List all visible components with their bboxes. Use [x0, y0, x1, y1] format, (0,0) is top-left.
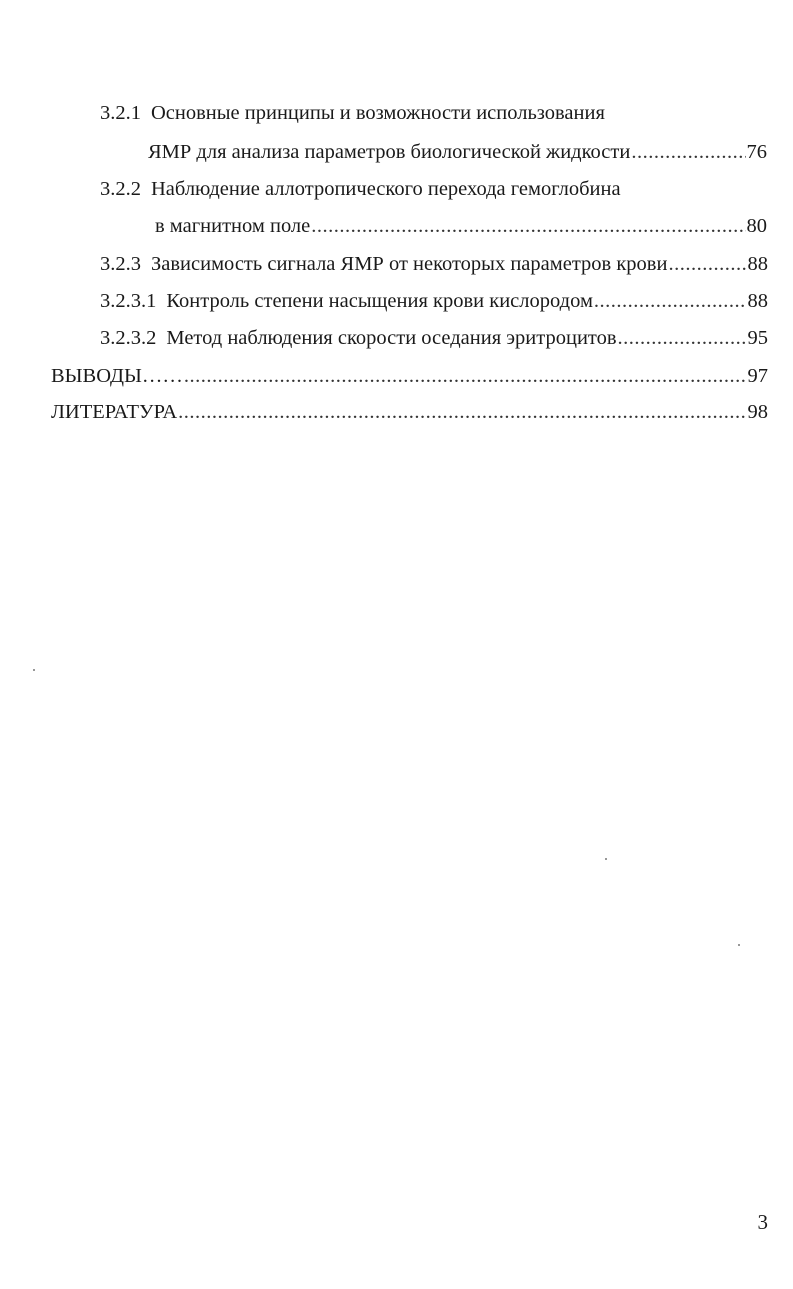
toc-entry-3-2-1-line1 [100, 101, 605, 125]
toc-entry-3-2-3-2 [100, 326, 768, 350]
dot-leader [311, 214, 745, 238]
toc-entry-title: Наблюдение аллотропического перехода гемоглобина [151, 178, 621, 200]
scan-speck [33, 669, 35, 671]
toc-entry-references [51, 400, 768, 424]
toc-entry-3-2-3 [100, 252, 768, 276]
toc-entry-title-continued: в магнитном поле [155, 215, 311, 237]
toc-entry-page: 88 [747, 253, 768, 275]
toc-entry-title: Метод наблюдения скорости оседания эритроцитов [166, 327, 617, 349]
toc-entry-number: 3.2.2 [100, 178, 141, 200]
toc-entry-3-2-2-line2 [155, 214, 767, 238]
toc-entry-page: 97 [747, 365, 768, 387]
scan-speck [738, 944, 740, 946]
dot-leader [184, 364, 747, 388]
dot-leader [631, 140, 745, 164]
toc-entry-title: ЛИТЕРАТУРА [51, 401, 178, 423]
toc-entry-title: Контроль степени насыщения крови кислородом [166, 290, 593, 312]
toc-entry-page: 76 [746, 141, 767, 163]
toc-entry-page: 80 [746, 215, 767, 237]
dot-leader [668, 252, 746, 276]
page-number: 3 [757, 1210, 768, 1234]
toc-entry-title: ВЫВОДЫ…… [51, 365, 183, 387]
toc-entry-title: Зависимость сигнала ЯМР от некоторых параметров крови [151, 253, 668, 275]
toc-entry-3-2-1-line2 [148, 140, 767, 164]
scan-speck [605, 858, 607, 860]
toc-entry-conclusions [51, 364, 768, 388]
toc-entry-page: 98 [747, 401, 768, 423]
toc-entry-number: 3.2.3 [100, 253, 141, 275]
dot-leader [618, 326, 747, 350]
toc-entry-title: Основные принципы и возможности использования [151, 102, 605, 124]
toc-entry-number: 3.2.3.2 [100, 327, 157, 349]
toc-entry-number: 3.2.3.1 [100, 290, 157, 312]
dot-leader [594, 289, 747, 313]
dot-leader [178, 400, 746, 424]
toc-entry-page: 88 [747, 290, 768, 312]
toc-entry-number: 3.2.1 [100, 102, 141, 124]
toc-entry-3-2-2-line1 [100, 177, 621, 201]
toc-entry-page: 95 [747, 327, 768, 349]
toc-entry-title-continued: ЯМР для анализа параметров биологической жидкости [148, 141, 631, 163]
toc-entry-3-2-3-1 [100, 289, 768, 313]
